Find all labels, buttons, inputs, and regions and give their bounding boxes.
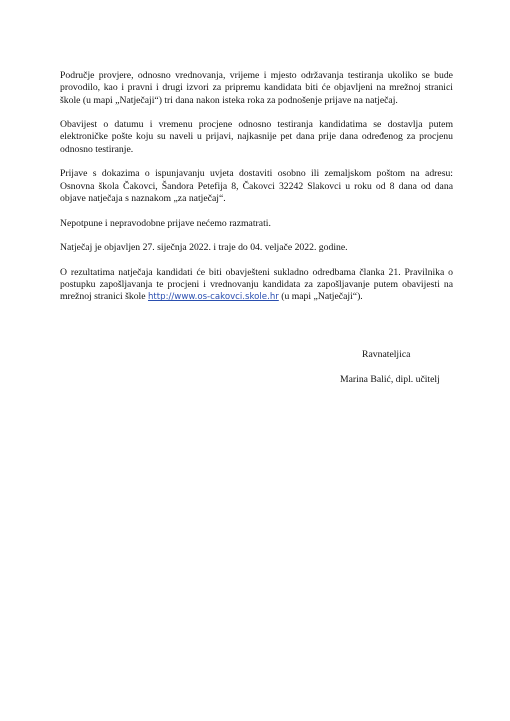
school-website-link[interactable]: http://www.os-cakovci.skole.hr [147, 292, 279, 303]
results-text-before: O rezultatima natječaja kandidati će biti obavješteni sukladno odredbama članka 21. Pravilnika o postupku zapošljavanja te procjeni i vrednovanju kandidata za zapošljavanje putem obavijesti na mrežnoj stranici škole [60, 266, 453, 303]
paragraph-application-address: Prijave s dokazima o ispunjavanju uvjeta dostaviti osobno ili zemaljskom poštom na adresu: Osnovna škola Čakovci, Šandora Petefija 8, Čakovci 32242 Slakovci u roku od 8 dana od dana objave natječaja s naznakom „za natječaj“. [60, 168, 453, 204]
paragraph-testing-info: Područje provjere, odnosno vrednovanja, vrijeme i mjesto održavanja testiranja ukoliko se bude provodilo, kao i pravni i drugi izvori za pripremu kandidata biti će objavljeni na mrežnoj stranici škole (u mapi „Natječaji“) tri dana nakon isteka roka za podnošenje prijave na natječaj. [60, 70, 453, 106]
results-text-after: (u mapi „Natječaji“). [278, 291, 363, 303]
paragraph-results [60, 267, 453, 304]
paragraph-notification: Obavijest o datumu i vremenu procjene odnosno testiranja kandidatima se dostavlja putem elektroničke pošte koju su naveli u prijavi, najkasnije pet dana prije dana određenog za procjenu odnosno testiranje. [60, 119, 453, 155]
signature-name: Marina Balić, dipl. učitelj [340, 374, 440, 385]
document-body [60, 70, 453, 316]
paragraph-incomplete-applications: Nepotpune i nepravodobne prijave nećemo razmatrati. [60, 217, 271, 229]
signature-title: Ravnateljica [362, 349, 411, 360]
paragraph-publication-dates: Natječaj je objavljen 27. siječnja 2022. i traje do 04. veljače 2022. godine. [60, 242, 348, 254]
